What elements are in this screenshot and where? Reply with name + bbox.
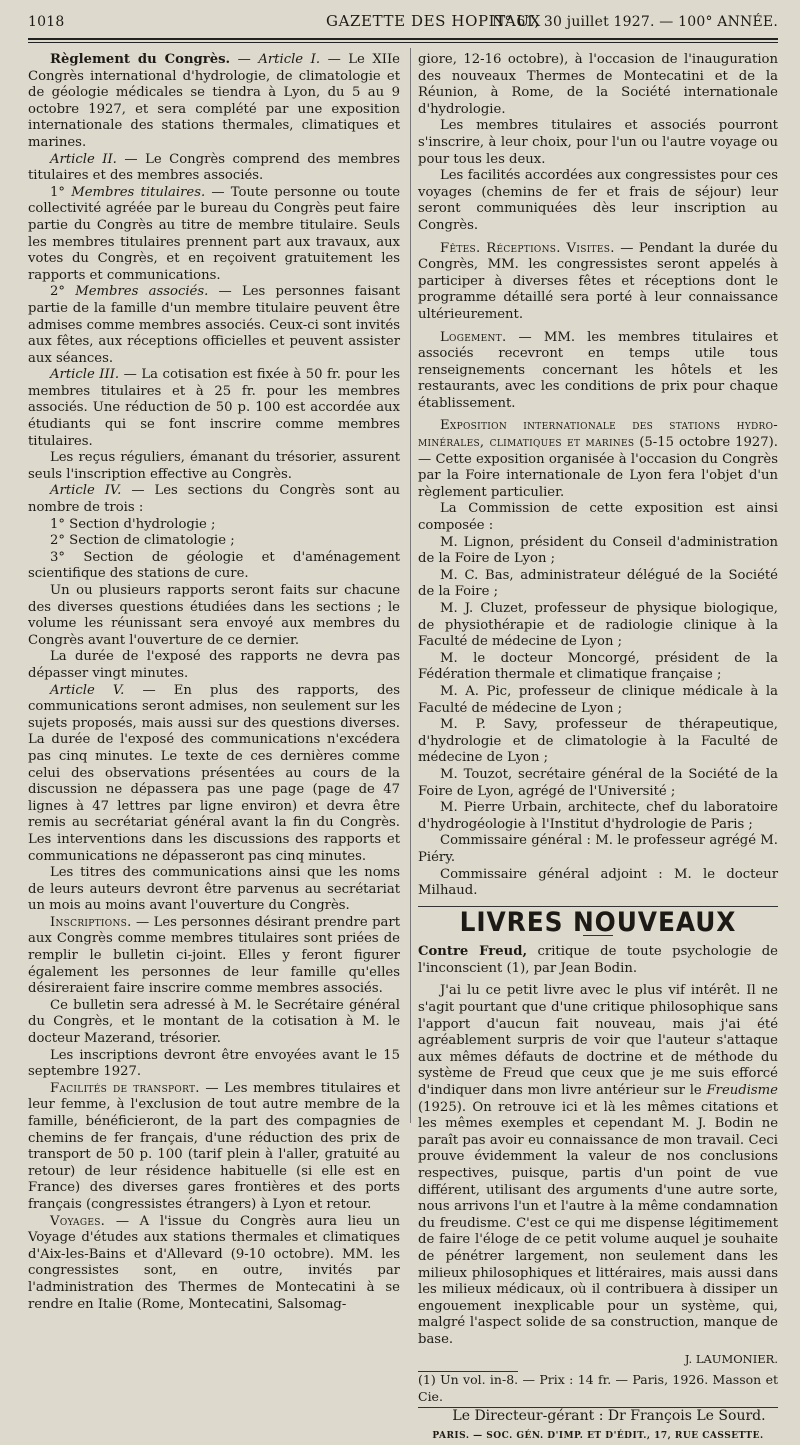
header-rule-thin: [28, 42, 778, 43]
paragraph-voyages: [28, 1214, 400, 1314]
paragraph-logement: [418, 330, 778, 413]
commission-member: M. Lignon, président du Conseil d'administration de la Foire de Lyon ;: [418, 534, 778, 567]
paragraph-fetes: [418, 241, 778, 324]
left-column: [28, 52, 400, 1313]
review-text: J'ai lu ce petit livre avec le plus vif intérêt. Il ne s'agit pourtant que d'une critique philosophique sans l'apport d'aucun fait nouveau, mais j'ai été agréablement surpris de voir que l'auteur s'attaque aux mêmes défauts de doctrine et de méthode du système de Freud que ceux que je me suis efforcé d'indiquer dans mon livre antérieur sur le: [418, 983, 778, 1099]
item-label: Membres titulaires.: [71, 184, 206, 200]
subheading: Exposition internationale des stations hydro-minérales, climatiques et marines: [418, 418, 778, 451]
reglement-article-1: Règlement du Congrès. — Article I. — Le XIIe Congrès international d'hydrologie, de climatologie et de géologie médicales se tiendra à Lyon, du 5 au 9 octobre 1927, et sera complété par une exposition internationale des stations thermales, climatiques et marines.: [28, 52, 400, 150]
membres-associes: [28, 284, 400, 367]
right-column: [418, 52, 778, 1445]
footnote: (1) Un vol. in-8. — Prix : 14 fr. — Paris, 1926. Masson et Cie.: [418, 1372, 778, 1404]
paragraph-facilites: [28, 1081, 400, 1214]
subheading: Fêtes. Réceptions. Visites.: [440, 240, 615, 256]
directeur-gerant: Le Directeur-gérant : Dr François Le Sourd.: [452, 1408, 766, 1425]
commission-member: M. J. Cluzet, professeur de physique biologique, de physiothérapie et de radiologie clinique à la Faculté de médecine de Lyon ;: [418, 601, 778, 650]
article-text: — Le XIIe Congrès international d'hydrologie, de climatologie et de géologie médicales se tiendra à Lyon, du 5 au 9 octobre 1927, et sera complété par une exposition internationale des stations thermales, climatiques et marines.: [28, 52, 400, 150]
commission-member: M. C. Bas, administrateur délégué de la Société de la Foire ;: [418, 567, 778, 600]
paragraph-bulletin: Ce bulletin sera adressé à M. le Secrétaire général du Congrès, et le montant de la cotisation à M. le docteur Mazerand, trésorier.: [28, 997, 400, 1047]
book-title: Contre Freud,: [418, 944, 528, 960]
commission-member: M. le docteur Moncorgé, président de la Fédération thermale et climatique française ;: [418, 650, 778, 683]
book-review: [418, 983, 778, 1348]
item-number: 1°: [50, 184, 72, 200]
item-number: 2°: [50, 284, 76, 300]
printer-imprint: PARIS. — SOC. GÉN. D'IMP. ET D'ÉDIT., 17, RUE CASSETTE.: [432, 1430, 764, 1441]
subheading-text: — Pendant la durée du Congrès, MM. les congressistes seront appelés à participer à diverses fêtes et réceptions dont le programme détaillé sera porté à leur connaissance ultérieurement.: [418, 240, 779, 322]
article-label: Article III.: [50, 367, 120, 383]
paragraph-exposition: [418, 418, 778, 501]
subheading-text: — MM. les membres titulaires et associés recevront en temps utile tous renseignements concernant les hôtels et les restaurants, avec les conditions de prix pour chaque établissement.: [418, 329, 778, 411]
subheading: Facilités de transport.: [50, 1080, 200, 1096]
paragraph-commission: La Commission de cette exposition est ainsi composée :: [418, 501, 778, 534]
subheading: Voyages.: [50, 1213, 106, 1229]
book-subtitle: critique de toute psychologie de l'inconscient (1), par Jean Bodin.: [418, 944, 778, 976]
article-label: Article I.: [258, 52, 321, 67]
subheading-text: — A l'issue du Congrès aura lieu un Voyage d'études aux stations thermales et climatiques d'Aix-les-Bains et d'Allevard (9-10 octobre). MM. les congressistes sont, en outre, invités par l'administration des Thermes de Montecatini à se rendre en Italie (Rome, Montecatini, Salsomag-: [28, 1213, 400, 1312]
paragraph-facilites-voyages: Les facilités accordées aux congressistes pour ces voyages (chemins de fer et frais de séjour) leur seront communiquées dès leur inscription au Congrès.: [418, 168, 778, 233]
commissaire-general: Commissaire général : M. le professeur agrégé M. Piéry.: [418, 833, 778, 865]
item-text: — Les personnes faisant partie de la famille d'un membre titulaire peuvent être admises comme membres associés. Ceux-ci sont invités aux fêtes, aux réceptions officielles et peuvent assister aux séances.: [28, 284, 400, 366]
paragraph-continuation: giore, 12-16 octobre), à l'occasion de l'inauguration des nouveaux Thermes de Montecatini et de la Réunion, à Rome, de la Société internationale d'hydrologie.: [418, 52, 778, 117]
page-header: [28, 10, 778, 36]
membres-titulaires: [28, 185, 400, 285]
subheading: Logement.: [440, 329, 507, 345]
article-text: — En plus des rapports, des communications seront admises, non seulement sur les sujets proposés, mais aussi sur des questions diverses. La durée de l'exposé des communications n'excédera pas cinq minutes. Le texte de ces dernières comme celui des observations présentées au cours de la discussion ne dépassera pas une page (page de 47 lignes à 47 lettres par ligne environ) et devra être remis au secrétariat général avant la fin du Congrès. Les interventions dans les discussions des rapports et communications ne dépasseront pas cinq minutes.: [28, 682, 400, 864]
paragraph-inscriptions: [28, 915, 400, 998]
issue-info: N° 61, 30 juillet 1927. — 100° ANNÉE.: [492, 14, 778, 30]
reglement-article-5: [28, 683, 400, 866]
page-number: 1018: [28, 14, 65, 30]
commission-member: M. A. Pic, professeur de clinique médicale à la Faculté de médecine de Lyon ;: [418, 683, 778, 716]
article-text: — Le Congrès comprend des membres titulaires et des membres associés.: [28, 151, 400, 184]
subheading: Inscriptions.: [50, 914, 132, 930]
subheading-text: — Les membres titulaires et leur femme, à l'exclusion de tout autre membre de la famille, bénéficieront, de la part des compagnies de chemins de fer français, d'une réduction des prix de transport de 50 p. 100 (tarif plein à l'aller, gratuité au retour) de leur résidence habituelle (si elle est en France) des diverses gares frontières et des ports français (congressistes étrangers) à Lyon et retour.: [28, 1080, 400, 1212]
paragraph-recus: Les reçus réguliers, émanant du trésorier, assurent seuls l'inscription effective au Congrès.: [28, 450, 400, 482]
reglement-article-3: [28, 367, 400, 450]
review-text-end: (1925). On retrouve ici et là les mêmes citations et les mêmes exemples et cependant M. J. Bodin ne paraît pas avoir eu connaissance de mon travail. Ceci prouve évidemment la valeur de nos conclusions respectives, puisque, partis d'un point de vue différent, utilisant des arguments d'une autre sorte, nous arrivons l'un et l'autre à la même condamnation du freudisme. C'est ce qui me dispense légitimement de faire l'éloge de ce petit volume auquel je souhaite de pénétrer largement, non seulement dans les milieux philosophiques et littéraires, mais aussi dans les milieux médicaux, où il contribuera à dissiper un engouement inexplicable pour un système, qui, malgré l'aspect solide de sa construction, manque de base.: [418, 1099, 778, 1347]
subheading-text: — Les personnes désirant prendre part aux Congrès comme membres titulaires sont priées de remplir le bulletin ci-joint. Elles y feront figurer également les personnes de leur famille qu'elles désireraient faire inscrire comme membres associés.: [28, 914, 400, 997]
book-heading: [418, 944, 778, 977]
commission-member: M. P. Savy, professeur de thérapeutique, d'hydrologie et de climatologie à la Faculté de médecine de Lyon ;: [418, 717, 778, 766]
column-divider: [410, 48, 411, 1123]
section-item-3: 3° Section de géologie et d'aménagement scientifique des stations de cure.: [28, 549, 400, 582]
commissaire-adjoint: Commissaire général adjoint : M. le docteur Milhaud.: [418, 866, 778, 899]
article-text: — La cotisation est fixée à 50 fr. pour les membres titulaires et à 25 fr. pour les membres associés. Une réduction de 50 p. 100 est accordée aux étudiants qui se font inscrire comme membres titulaires.: [28, 367, 401, 449]
commission-member: M. Touzot, secrétaire général de la Société de la Foire de Lyon, agrégé de l'Université ;: [418, 766, 778, 799]
item-text: — Toute personne ou toute collectivité agréée par le bureau du Congrès peut faire partie du Congrès au titre de membre titulaire. Seuls les membres titulaires prennent part aux travaux, aux votes du Congrès, et en reçoivent gratuitement les rapports et communications.: [28, 184, 400, 283]
article-label: Article II.: [50, 151, 117, 167]
paragraph-duree: La durée de l'exposé des rapports ne devra pas dépasser vingt minutes.: [28, 649, 400, 681]
article-label: Article V.: [50, 682, 125, 698]
section-heading: Règlement du Congrès.: [50, 52, 231, 67]
subheading-text: (5-15 octobre 1927). — Cette exposition organisée à l'occasion du Congrès par la Foire internationale de Lyon fera l'objet d'un règlement particulier.: [418, 435, 778, 500]
paragraph-inscription-date: Les inscriptions devront être envoyées avant le 15 septembre 1927.: [28, 1047, 400, 1080]
paragraph-rapports: Un ou plusieurs rapports seront faits sur chacune des diverses questions étudiées dans les sections ; le volume les réunissant sera envoyé aux membres du Congrès avant l'ouverture de ce dernier.: [28, 583, 400, 648]
reglement-article-4: [28, 483, 400, 516]
reglement-article-2: [28, 152, 400, 185]
review-signature: J. LAUMONIER.: [684, 1351, 778, 1366]
section-item-2: 2° Section de climatologie ;: [50, 533, 235, 549]
article-label: Article IV.: [50, 483, 122, 499]
paragraph-choix: Les membres titulaires et associés pourront s'inscrire, à leur choix, pour l'un ou l'autre voyage ou pour tous les deux.: [418, 118, 778, 167]
commission-member: M. Pierre Urbain, architecte, chef du laboratoire d'hydrogéologie à l'Institut d'hydrologie de Paris ;: [418, 800, 778, 832]
header-rule-thick: [28, 38, 778, 40]
section-title-livres: LIVRES NOUVEAUX: [459, 906, 737, 938]
journal-title: GAZETTE DES HOPITAUX: [326, 12, 541, 30]
item-label: Membres associés.: [75, 284, 209, 300]
article-text: — Les sections du Congrès sont au nombre de trois :: [28, 483, 401, 516]
paragraph-titres: Les titres des communications ainsi que les noms de leurs auteurs devront être parvenus au secrétariat un mois au moins avant l'ouverture du Congrès.: [28, 865, 400, 914]
section-item-1: 1° Section d'hydrologie ;: [50, 516, 216, 532]
review-italic: Freudisme: [706, 1083, 778, 1099]
